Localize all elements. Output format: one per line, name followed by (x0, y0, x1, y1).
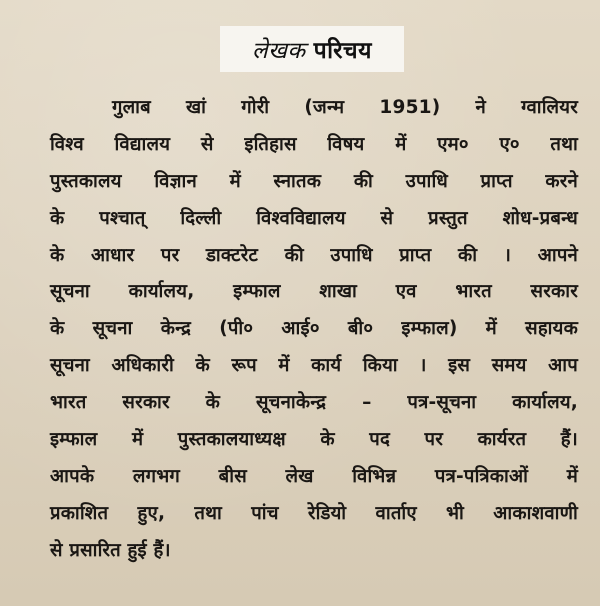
text-line: विश्व विद्यालय से इतिहास विषय में एम० ए० तथा (50, 133, 578, 155)
text-line: आपके लगभग बीस लेख विभिन्न पत्र-पत्रिकाओं में (50, 465, 578, 487)
text-line: सूचना अधिकारी के रूप में कार्य किया । इस समय आप (50, 355, 578, 377)
text-line: पुस्तकालय विज्ञान में स्नातक की उपाधि प्राप्त करने (50, 170, 578, 192)
text-line: के सूचना केन्द्र (पी० आई० बी० इम्फाल) में सहायक (50, 318, 578, 340)
text-line: के आधार पर डाक्टरेट की उपाधि प्राप्त की । आपने (50, 244, 578, 266)
text-line: सूचना कार्यालय, इम्फाल शाखा एव भारत सरकार (50, 281, 578, 303)
text-line: के पश्चात् दिल्ली विश्वविद्यालय से प्रस्तुत शोध-प्रबन्ध (50, 207, 578, 229)
title-word-author: लेखक (252, 38, 306, 64)
text-line: गुलाब खां गोरी (जन्म 1951) ने ग्वालियर (112, 97, 578, 118)
heading-box (220, 26, 404, 72)
title-word-introduction: परिचय (313, 38, 372, 64)
page-title (252, 33, 372, 65)
text-line: भारत सरकार के सूचनाकेन्द्र – पत्र-सूचना कार्यालय, (50, 392, 578, 414)
text-line: से प्रसारित हुई हैं। (50, 539, 171, 561)
text-line: इम्फाल में पुस्तकालयाध्यक्ष के पद पर कार्यरत हैं। (50, 429, 578, 451)
author-bio-paragraph (50, 90, 578, 570)
text-line: प्रकाशित हुए, तथा पांच रेडियो वार्ताए भी आकाशवाणी (50, 502, 578, 524)
